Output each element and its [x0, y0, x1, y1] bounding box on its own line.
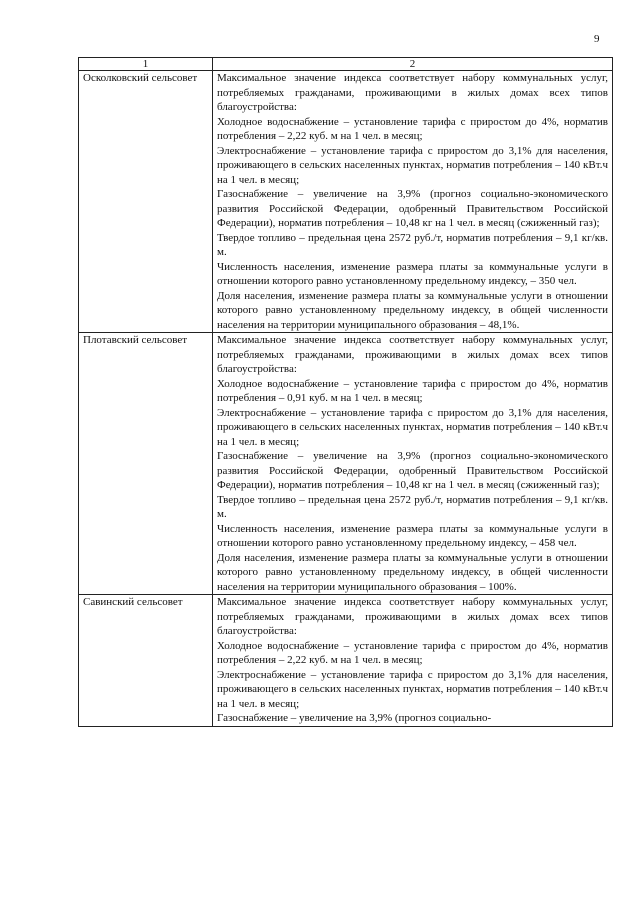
settlement-name: Савинский сельсовет	[79, 595, 213, 727]
table-row	[79, 71, 613, 333]
paragraph: Электроснабжение – установление тарифа с приростом до 3,1% для населения, проживающего в сельских населенных пунктах, норматив потребления – 140 кВт.ч на 1 чел. в месяц;	[217, 406, 608, 448]
paragraph: Максимальное значение индекса соответствует набору коммунальных услуг, потребляемых гражданами, проживающими в жилых домах всех типов благоустройства:	[217, 72, 608, 113]
paragraph: Газоснабжение – увеличение на 3,9% (прогноз социально-	[217, 712, 492, 724]
paragraph: Газоснабжение – увеличение на 3,9% (прогноз социально-экономического развития Российской Федерации, одобренный Правительством Российской Федерации), норматив потребления – 10,48 кг на 1 чел. в месяц (сжиженный газ);	[217, 450, 608, 491]
settlement-name: Плотавский сельсовет	[79, 333, 213, 595]
settlement-description	[213, 333, 613, 595]
paragraph: Холодное водоснабжение – установление тарифа с приростом до 4%, норматив потребления – 0,91 куб. м на 1 чел. в месяц;	[217, 377, 608, 404]
paragraph: Холодное водоснабжение – установление тарифа с приростом до 4%, норматив потребления – 2,22 куб. м на 1 чел. в месяц;	[217, 639, 608, 666]
paragraph: Доля населения, изменение размера платы за коммунальные услуги в отношении которого равно установленному предельному индексу, в общей численности населения на территории муниципального образования – 100%.	[217, 551, 608, 593]
table-row	[79, 333, 613, 595]
paragraph: Доля населения, изменение размера платы за коммунальные услуги в отношении которого равно установленному предельному индексу, в общей численности населения на территории муниципального образования – 48,1%.	[217, 289, 608, 331]
paragraph: Твердое топливо – предельная цена 2572 руб./т, норматив потребления – 9,1 кг/кв. м.	[217, 493, 608, 520]
paragraph: Газоснабжение – увеличение на 3,9% (прогноз социально-экономического развития Российской Федерации, одобренный Правительством Российской Федерации), норматив потребления – 10,48 кг на 1 чел. в месяц (сжиженный газ);	[217, 188, 608, 229]
settlements-table	[78, 57, 613, 727]
paragraph: Твердое топливо – предельная цена 2572 руб./т, норматив потребления – 9,1 кг/кв. м.	[217, 231, 608, 258]
paragraph: Численность населения, изменение размера платы за коммунальные услуги в отношении которого равно установленному предельному индексу, – 458 чел.	[217, 522, 608, 549]
page-number: 9	[594, 33, 600, 45]
table-header-row	[79, 58, 613, 71]
column-header-2: 2	[213, 58, 613, 71]
settlement-name: Осколковский сельсовет	[79, 71, 213, 333]
paragraph: Максимальное значение индекса соответствует набору коммунальных услуг, потребляемых гражданами, проживающими в жилых домах всех типов благоустройства:	[217, 596, 608, 637]
paragraph: Максимальное значение индекса соответствует набору коммунальных услуг, потребляемых гражданами, проживающими в жилых домах всех типов благоустройства:	[217, 334, 608, 375]
paragraph: Холодное водоснабжение – установление тарифа с приростом до 4%, норматив потребления – 2,22 куб. м на 1 чел. в месяц;	[217, 115, 608, 142]
column-header-1: 1	[79, 58, 213, 71]
paragraph: Электроснабжение – установление тарифа с приростом до 3,1% для населения, проживающего в сельских населенных пунктах, норматив потребления – 140 кВт.ч на 1 чел. в месяц;	[217, 668, 608, 710]
settlement-description	[213, 71, 613, 333]
paragraph: Электроснабжение – установление тарифа с приростом до 3,1% для населения, проживающего в сельских населенных пунктах, норматив потребления – 140 кВт.ч на 1 чел. в месяц;	[217, 144, 608, 186]
settlement-description	[213, 595, 613, 727]
paragraph: Численность населения, изменение размера платы за коммунальные услуги в отношении которого равно установленному предельному индексу, – 350 чел.	[217, 260, 608, 287]
table-row	[79, 595, 613, 727]
